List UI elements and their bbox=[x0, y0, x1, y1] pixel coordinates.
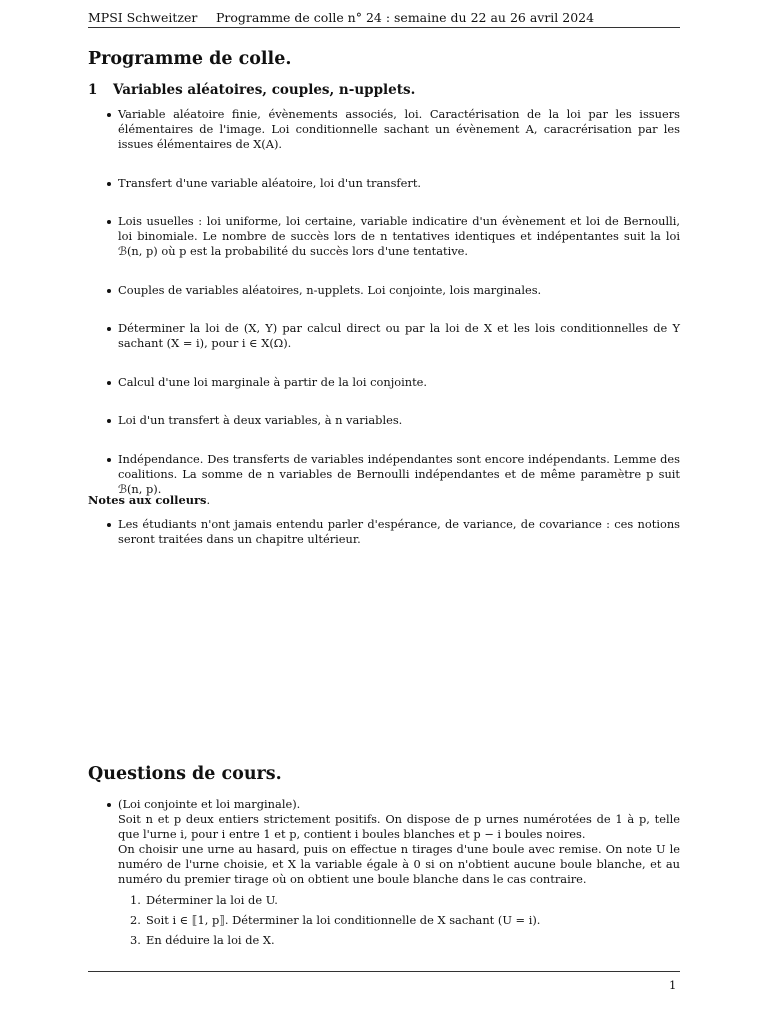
section-title: Variables aléatoires, couples, n-upplets. bbox=[113, 82, 416, 98]
page-number: 1 bbox=[669, 978, 677, 992]
notes-heading: Notes aux colleurs. bbox=[88, 493, 211, 507]
page-header bbox=[88, 10, 680, 28]
list-item: Les étudiants n'ont jamais entendu parler d'espérance, de variance, de covariance : ces notions seront traitées dans un chapitre ultérieur. bbox=[118, 517, 680, 547]
list-item: 3. En déduire la loi de X. bbox=[130, 933, 275, 947]
list-item: Couples de variables aléatoires, n-upplets. Loi conjointe, lois marginales. bbox=[118, 283, 680, 298]
section-heading bbox=[88, 83, 415, 98]
bullet-icon bbox=[107, 419, 111, 423]
bullet-icon bbox=[107, 381, 111, 385]
header-program: Programme de colle n° 24 : semaine du 22 au 26 avril 2024 bbox=[216, 10, 595, 25]
question-item bbox=[118, 797, 680, 887]
question-paragraph: On choisir une urne au hasard, puis on effectue n tirages d'une boule avec remise. On note U le numéro de l'urne choisie, et X la variable égale à 0 si on n'obtient aucune boule blanche, et au numéro du premier tirage où on obtient une boule blanche dans le cas contraire. bbox=[118, 842, 680, 886]
bullet-icon bbox=[107, 458, 111, 462]
bullet-icon bbox=[107, 113, 111, 117]
list-item: 1. Déterminer la loi de U. bbox=[130, 893, 278, 907]
list-item: 2. Soit i ∈ ⟦1, p⟧. Déterminer la loi conditionnelle de X sachant (U = i). bbox=[130, 913, 541, 927]
bullet-icon bbox=[107, 327, 111, 331]
bullet-icon bbox=[107, 220, 111, 224]
list-item: Indépendance. Des transferts de variables indépendantes sont encore indépendants. Lemme des coalitions. La somme de n variables de Bernoulli indépendantes et de même paramètre p suit ℬ(n, p). bbox=[118, 452, 680, 497]
header-school: MPSI Schweitzer bbox=[88, 10, 198, 25]
section-number: 1 bbox=[88, 82, 98, 98]
list-item: Déterminer la loi de (X, Y) par calcul direct ou par la loi de X et les lois conditionnelles de Y sachant (X = i), pour i ∈ X(Ω). bbox=[118, 321, 680, 351]
bullet-icon bbox=[107, 182, 111, 186]
list-item: Loi d'un transfert à deux variables, à n variables. bbox=[118, 413, 680, 428]
bullet-icon bbox=[107, 523, 111, 527]
question-paragraph: Soit n et p deux entiers strictement positifs. On dispose de p urnes numérotées de 1 à p, telle que l'urne i, pour i entre 1 et p, contient i boules blanches et p − i boules noires. bbox=[118, 812, 680, 841]
list-item: Calcul d'une loi marginale à partir de la loi conjointe. bbox=[118, 375, 680, 390]
bullet-icon bbox=[107, 803, 111, 807]
questions-title: Questions de cours. bbox=[88, 764, 282, 784]
bullet-icon bbox=[107, 289, 111, 293]
page-title: Programme de colle. bbox=[88, 49, 292, 69]
footer-divider bbox=[88, 971, 680, 972]
question-title: (Loi conjointe et loi marginale). bbox=[118, 797, 301, 811]
list-item: Transfert d'une variable aléatoire, loi d'un transfert. bbox=[118, 176, 680, 191]
list-item: Variable aléatoire finie, évènements associés, loi. Caractérisation de la loi par les issuers élémentaires de l'image. Loi conditionnelle sachant un évènement A, caracrérisation par les issues élémentaires de X(A). bbox=[118, 107, 680, 152]
list-item: Lois usuelles : loi uniforme, loi certaine, variable indicatire d'un évènement et loi de Bernoulli, loi binomiale. Le nombre de succès lors de n tentatives identiques et indépentantes suit la loi ℬ(n, p) où p est la probabilité du succès lors d'une tentative. bbox=[118, 214, 680, 259]
